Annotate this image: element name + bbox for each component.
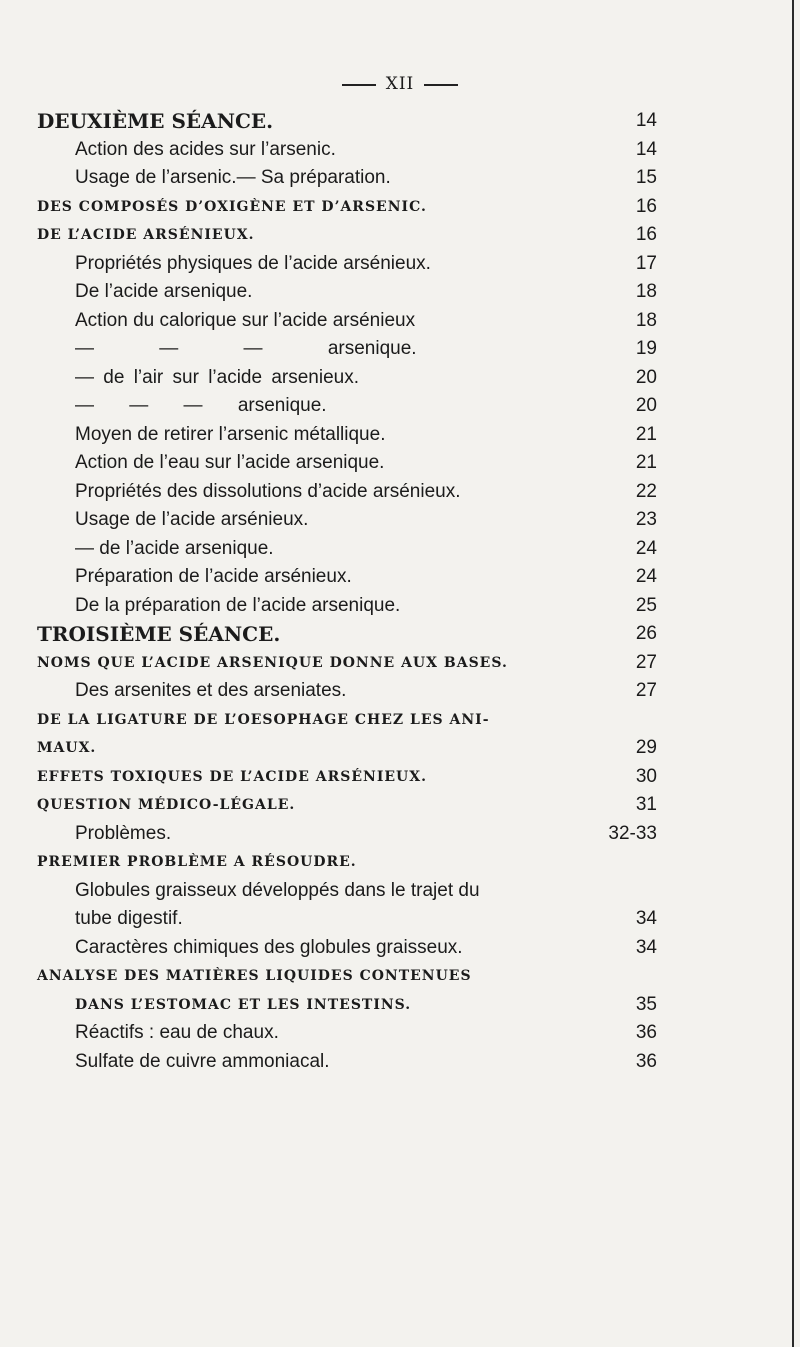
toc-entry: NOMS QUE L’ACIDE ARSENIQUE DONNE AUX BASES. 27: [37, 651, 657, 673]
toc-entry: TROISIÈME SÉANCE. 26: [37, 622, 657, 646]
toc-entry: Réactifs : eau de chaux. 36: [75, 1022, 657, 1043]
toc-entry: DE LA LIGATURE DE L’OESOPHAGE CHEZ LES ANI-: [37, 711, 490, 728]
toc-entry: Des arsenites et des arseniates. 27: [75, 680, 657, 701]
toc-entry: — de l’air sur l’acide arsenieux. 20: [75, 366, 657, 388]
toc-entry: DE L’ACIDE ARSÉNIEUX. 16: [37, 224, 657, 245]
toc-entry: QUESTION MÉDICO-LÉGALE. 31: [37, 794, 657, 815]
toc-entry: — — — arsenique. 19: [75, 338, 657, 359]
toc-entry: De la préparation de l’acide arsenique. 25: [75, 594, 657, 616]
toc-entry: Propriétés physiques de l’acide arsénieux. 17: [75, 252, 657, 274]
toc-entry: Usage de l’arsenic.— Sa préparation. 15: [75, 167, 657, 188]
toc-entry: — — — arsenique. 20: [75, 395, 657, 416]
toc-entry: Moyen de retirer l’arsenic métallique. 21: [75, 423, 657, 445]
toc-entry: Sulfate de cuivre ammoniacal. 36: [75, 1050, 657, 1072]
toc-entry: DES COMPOSÉS D’OXIGÈNE ET D’ARSENIC. 16: [37, 195, 657, 217]
toc-entry: DANS L’ESTOMAC ET LES INTESTINS. 35: [75, 993, 657, 1015]
toc-entry: Caractères chimiques des globules graisseux. 34: [75, 936, 657, 958]
toc-entry: Action des acides sur l’arsenic. 14: [75, 138, 657, 160]
toc-entry: ANALYSE DES MATIÈRES LIQUIDES CONTENUES: [37, 968, 472, 984]
toc-entry: Action de l’eau sur l’acide arsenique. 21: [75, 452, 657, 473]
toc-entry: — de l’acide arsenique. 24: [75, 537, 657, 559]
table-of-contents: [0, 107, 800, 1076]
toc-entry: De l’acide arsenique. 18: [75, 281, 657, 302]
running-head: [0, 74, 800, 94]
toc-entry: Propriétés des dissolutions d’acide arsénieux. 22: [75, 480, 657, 502]
toc-entry: Globules graisseux développés dans le trajet du: [75, 879, 480, 901]
right-rule: [424, 84, 458, 86]
toc-entry: tube digestif. 34: [75, 908, 657, 929]
toc-entry: EFFETS TOXIQUES DE L’ACIDE ARSÉNIEUX. 30: [37, 765, 657, 787]
toc-entry: Problèmes. 32-33: [75, 822, 657, 844]
toc-entry: MAUX. 29: [37, 737, 657, 758]
toc-entry: Action du calorique sur l’acide arsénieux 18: [75, 309, 657, 331]
toc-entry: PREMIER PROBLÈME A RÉSOUDRE.: [37, 854, 357, 870]
toc-entry: DEUXIÈME SÉANCE. 14: [37, 109, 657, 133]
left-rule: [342, 84, 376, 86]
toc-entry: Usage de l’acide arsénieux. 23: [75, 509, 657, 530]
toc-entry: Préparation de l’acide arsénieux. 24: [75, 566, 657, 587]
page-number-header: XII: [385, 74, 415, 94]
